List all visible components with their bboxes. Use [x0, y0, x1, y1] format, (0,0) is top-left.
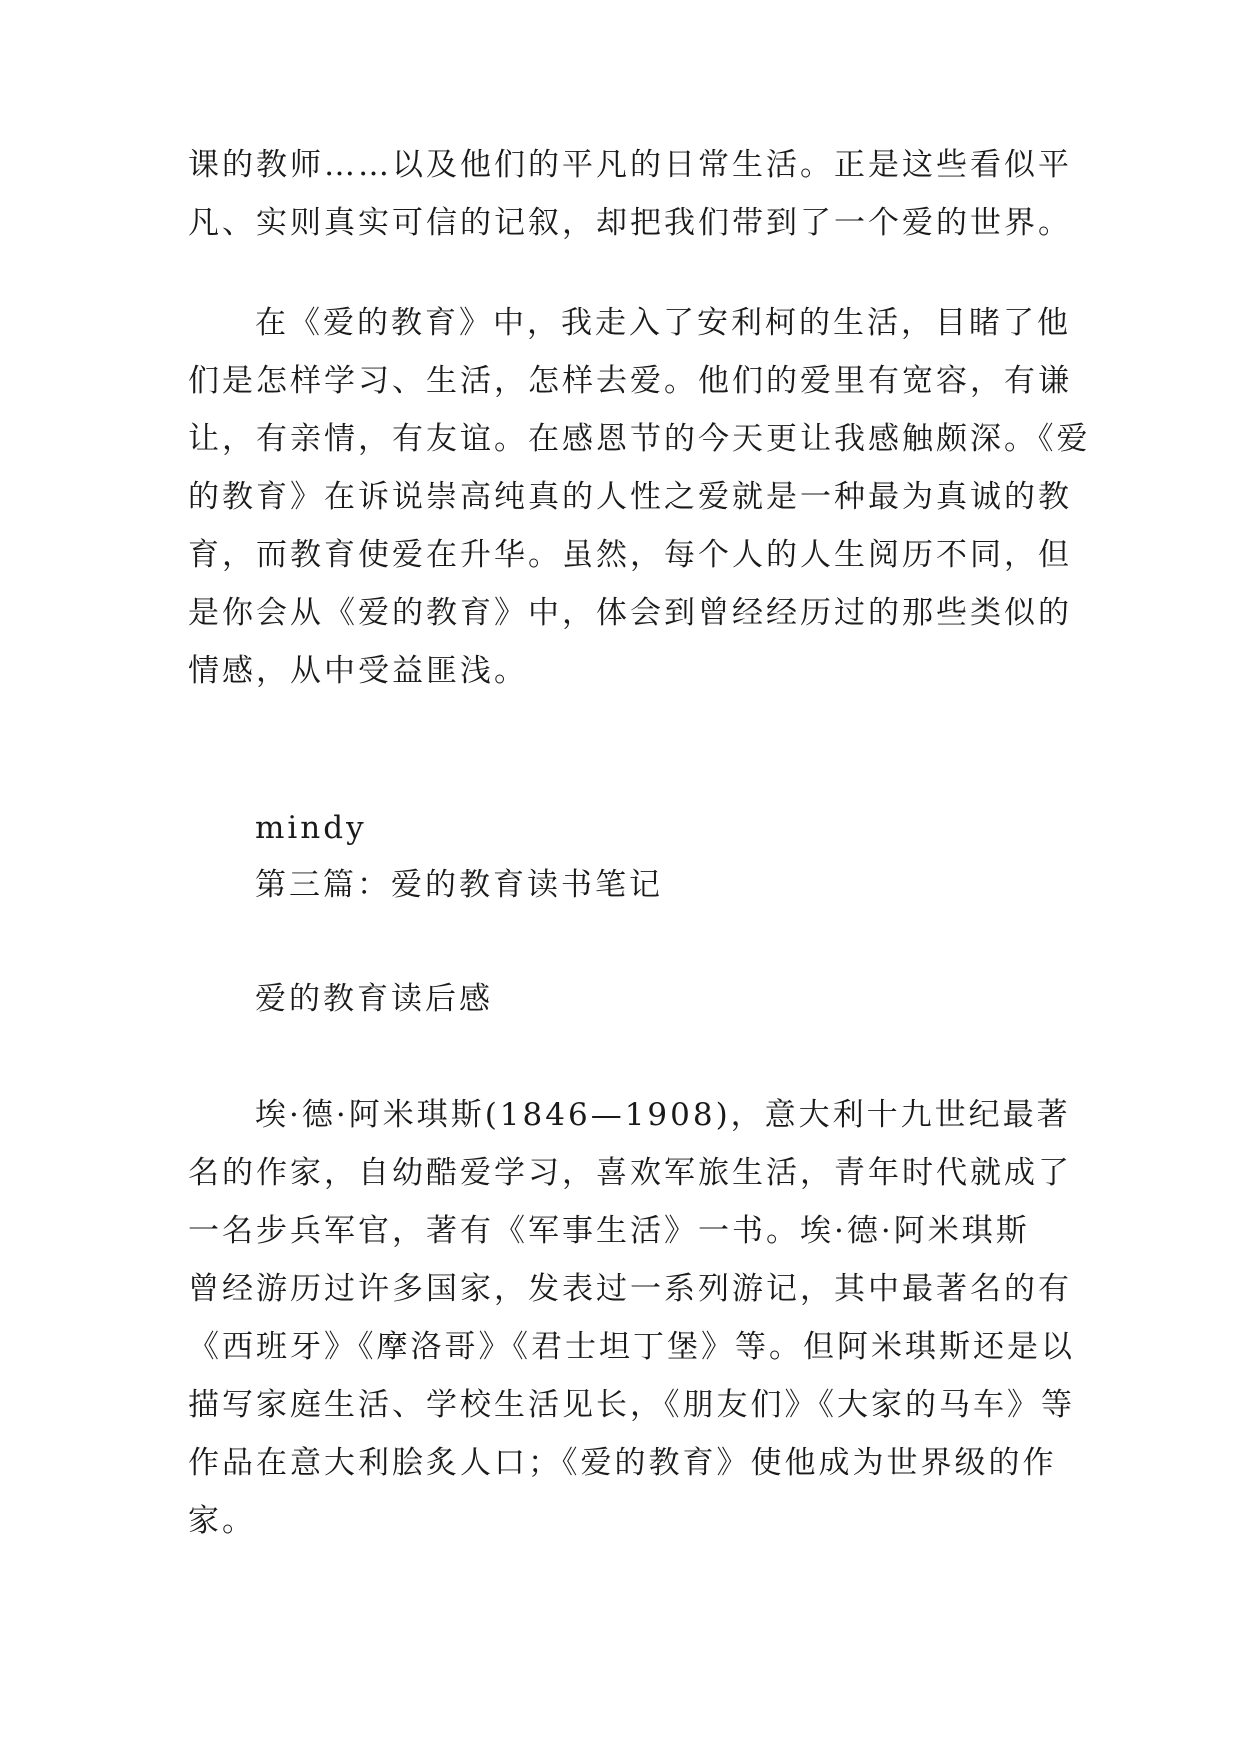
- text-line: 们是怎样学习、生活，怎样去爱。他们的爱里有宽容，有谦: [188, 363, 1072, 399]
- text-line: 在《爱的教育》中，我走入了安利柯的生活，目睹了他: [255, 305, 1071, 341]
- text-line: 曾经游历过许多国家，发表过一系列游记，其中最著名的有: [188, 1271, 1072, 1307]
- text-line: 埃·德·阿米琪斯(1846—1908)，意大利十九世纪最著: [255, 1097, 1071, 1133]
- sub-title: 爱的教育读后感: [255, 981, 493, 1017]
- paragraph-author-bio: [188, 1086, 1075, 1550]
- text-line: 是你会从《爱的教育》中，体会到曾经经历过的那些类似的: [188, 595, 1072, 631]
- text-line: 名的作家，自幼酷爱学习，喜欢军旅生活，青年时代就成了: [188, 1155, 1072, 1191]
- text-line: 让，有亲情，有友谊。在感恩节的今天更让我感触颇深。《爱: [188, 421, 1091, 457]
- text-line: 凡、实则真实可信的记叙，却把我们带到了一个爱的世界。: [188, 205, 1072, 241]
- section-title: 第三篇：爱的教育读书笔记: [255, 867, 663, 903]
- text-line: 育，而教育使爱在升华。虽然，每个人的人生阅历不同，但: [188, 537, 1072, 573]
- text-line: 的教育》在诉说崇高纯真的人性之爱就是一种最为真诚的教: [188, 479, 1072, 515]
- paragraph-reflection: [188, 294, 1091, 700]
- text-line: 课的教师……以及他们的平凡的日常生活。正是这些看似平: [188, 147, 1072, 183]
- author-signature: mindy: [255, 810, 367, 846]
- text-line: 一名步兵军官，著有《军事生活》一书。埃·德·阿米琪斯: [188, 1213, 1030, 1249]
- text-line: 家。: [188, 1503, 256, 1539]
- text-line: 《西班牙》《摩洛哥》《君士坦丁堡》等。但阿米琪斯还是以: [188, 1329, 1075, 1365]
- text-line: 情感，从中受益匪浅。: [188, 653, 528, 689]
- text-line: 描写家庭生活、学校生活见长，《朋友们》《大家的马车》等: [188, 1387, 1075, 1423]
- paragraph-intro-end: [188, 136, 1072, 252]
- text-line: 作品在意大利脍炙人口；《爱的教育》使他成为世界级的作: [188, 1445, 1057, 1481]
